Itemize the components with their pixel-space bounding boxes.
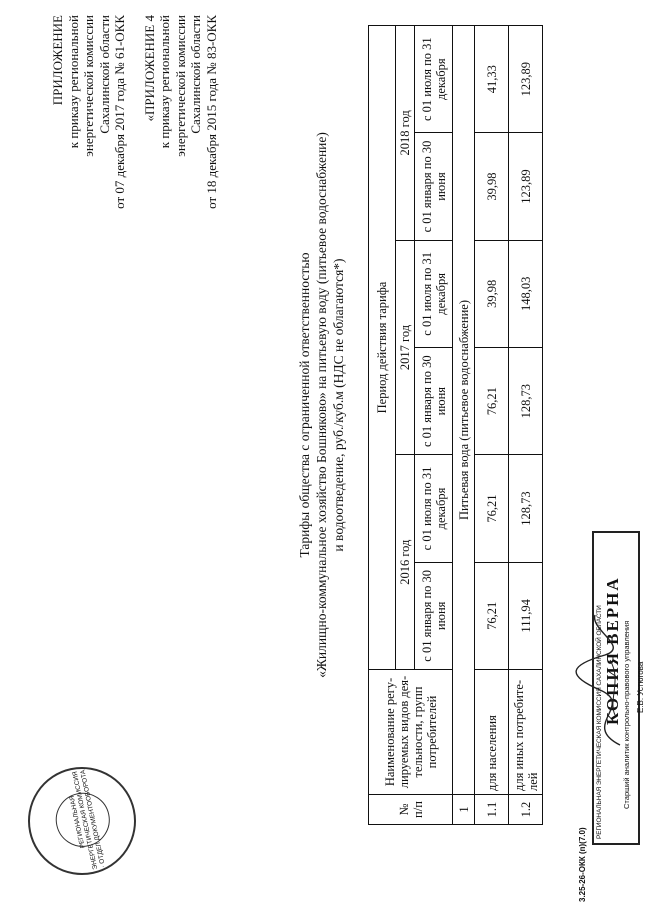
header-line: «ПРИЛОЖЕНИЕ 4: [141, 15, 157, 122]
header-line: к приказу региональной: [65, 15, 81, 149]
header-line: Сахалинской области: [188, 15, 203, 134]
section-title: Питьевая вода (питьевое водоснабжение): [453, 26, 475, 795]
row-num: 1.2: [509, 795, 543, 825]
year-header: 2017 год: [396, 240, 415, 455]
stamp-org: РЕГИОНАЛЬНАЯ ЭНЕРГЕТИЧЕСКАЯ КОМИССИЯ САХАЛИНСКОЙ ОБЛАСТИ: [596, 605, 603, 839]
title-line: и водоотведение, руб./куб.м (НДС не облагаются*): [331, 258, 346, 552]
stamp-position: Старший аналитик контрольно-правового управления: [622, 620, 631, 809]
col-header-period: Период действия тарифа: [369, 26, 396, 670]
tariff-value: 41,33: [475, 26, 509, 133]
header-line: от 18 декабря 2015 года № 83-ОКК: [203, 15, 219, 209]
tariff-value: 128,73: [509, 348, 543, 455]
col-header-name: Наименование регу-лируемых видов дея-тельности, групп потребителей: [369, 670, 453, 795]
header-line: ПРИЛОЖЕНИЕ: [50, 15, 65, 106]
year-header: 2016 год: [396, 455, 415, 670]
header-line: к приказу региональной: [157, 15, 172, 149]
tariff-value: 76,21: [475, 348, 509, 455]
header-line: Сахалинской области: [96, 15, 112, 134]
half-header: с 01 января по 30 июня: [415, 348, 453, 455]
seal-text: РЕГИОНАЛЬНАЯ ЭНЕРГЕТИЧЕСКАЯ КОМИССИЯ · ОТДЕЛ ДОКУМЕНТООБОРОТА: [68, 769, 108, 870]
col-header-num: № п/п: [369, 795, 453, 825]
year-header: 2018 год: [396, 26, 415, 241]
half-header: с 01 января по 30 июня: [415, 562, 453, 669]
tariff-value: 39,98: [475, 240, 509, 347]
half-header: с 01 июля по 31 декабря: [415, 455, 453, 562]
header-line: энергетической комиссии: [172, 15, 188, 157]
half-header: с 01 января по 30 июня: [415, 133, 453, 240]
header-line: от 07 декабря 2017 года № 61-ОКК: [112, 15, 127, 209]
title-line: Тарифы общества с ограниченной ответственностью: [297, 252, 312, 558]
table-row: [475, 26, 509, 825]
section-num: 1: [453, 795, 475, 825]
tariff-value: 123,89: [509, 26, 543, 133]
title-line: «Жилищно-коммунальное хозяйство Бошняково» на питьевую воду (питьевое водоснабжение): [314, 132, 329, 678]
document-title: [296, 125, 347, 685]
tariff-value: 39,98: [475, 133, 509, 240]
document-code: 3.25-26-ОКК (п)(7.0): [578, 827, 587, 902]
row-name: для иных потребите-лей: [509, 670, 543, 795]
signature-icon: [560, 605, 640, 755]
tariff-value: 148,03: [509, 240, 543, 347]
signer-name: Е.В. Устюгова: [636, 661, 645, 713]
header-line: энергетической комиссии: [81, 15, 96, 157]
row-num: 1.1: [475, 795, 509, 825]
half-header: с 01 июля по 31 декабря: [415, 26, 453, 133]
tariff-table: [368, 25, 543, 825]
tariff-value: 128,73: [509, 455, 543, 562]
appendix-header: [50, 15, 219, 305]
tariff-value: 111,94: [509, 562, 543, 669]
table-row: [509, 26, 543, 825]
tariff-value: 76,21: [475, 562, 509, 669]
half-header: с 01 июля по 31 декабря: [415, 240, 453, 347]
tariff-value: 123,89: [509, 133, 543, 240]
stamp-copy-label: КОПИЯ ВЕРНА: [603, 576, 622, 725]
row-name: для населения: [475, 670, 509, 795]
tariff-value: 76,21: [475, 455, 509, 562]
round-seal-stamp: [18, 757, 146, 885]
